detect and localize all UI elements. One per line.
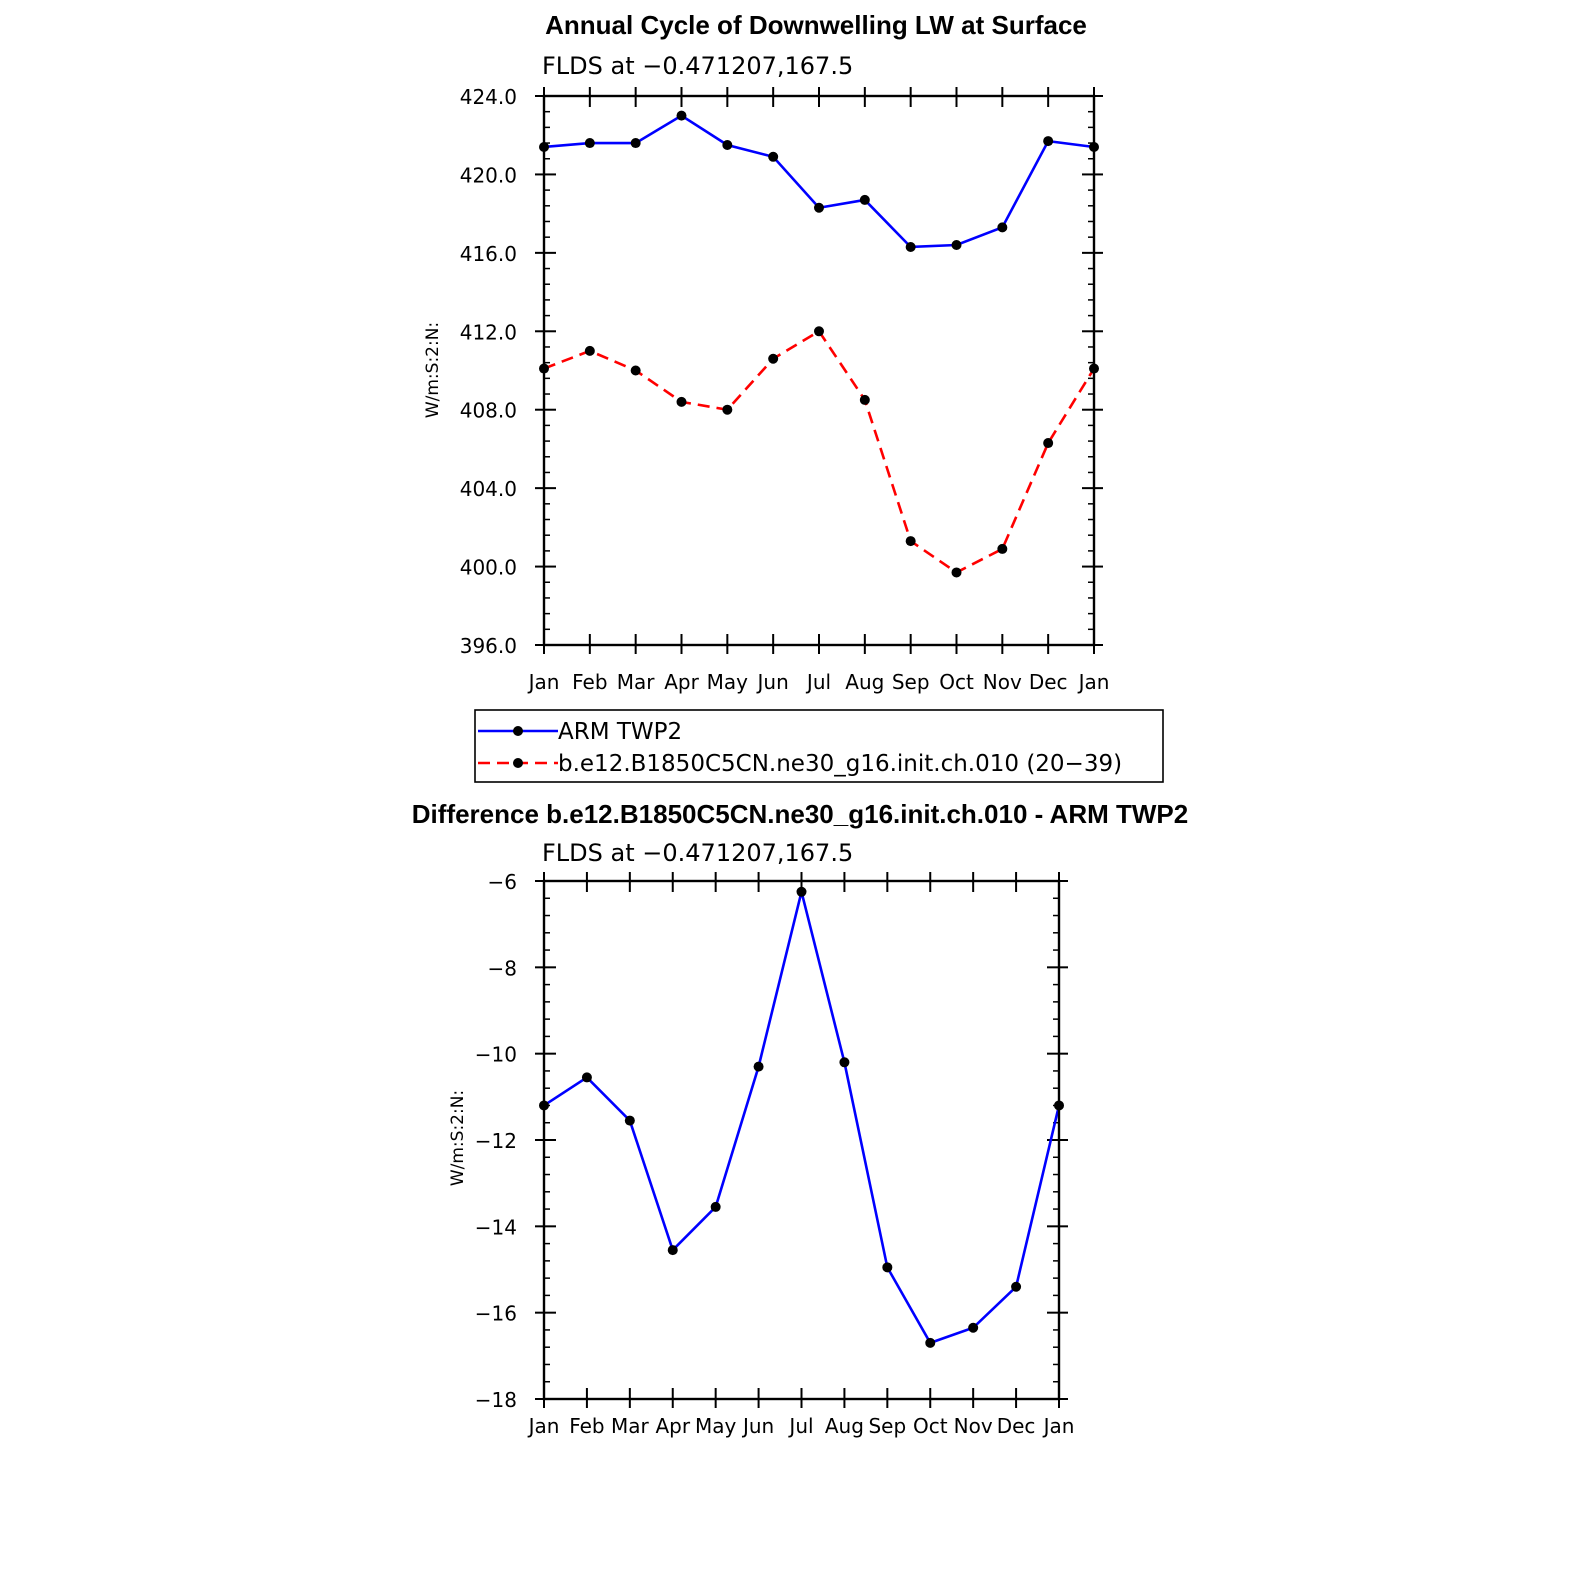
data-point xyxy=(585,346,595,356)
y-tick-label: 400.0 xyxy=(459,555,517,580)
data-point xyxy=(952,240,962,250)
x-tick-labels xyxy=(527,1414,1075,1438)
x-tick-label: Apr xyxy=(664,670,699,694)
legend xyxy=(475,710,1163,782)
x-tick-label: May xyxy=(694,1414,737,1438)
data-point xyxy=(952,567,962,577)
data-point xyxy=(768,152,778,162)
x-tick-label: Mar xyxy=(610,1414,649,1438)
chart-title: Annual Cycle of Downwelling LW at Surface xyxy=(545,10,1087,40)
x-tick-label: Aug xyxy=(845,670,885,694)
difference-chart xyxy=(412,799,1188,1438)
data-point xyxy=(814,326,824,336)
series-layer xyxy=(539,887,1064,1348)
x-tick-label: Jul xyxy=(806,670,832,694)
x-tick-label: Nov xyxy=(982,670,1022,694)
data-point xyxy=(797,887,807,897)
data-point xyxy=(860,395,870,405)
y-axis-label: W/m:S:2:N: xyxy=(423,321,443,419)
series-line-0 xyxy=(544,116,1094,247)
x-tick-label: Dec xyxy=(1028,670,1068,694)
data-point xyxy=(585,138,595,148)
x-tick-label: Feb xyxy=(569,1414,605,1438)
x-tick-label: Jan xyxy=(528,1414,560,1438)
data-point xyxy=(997,544,1007,554)
axis-ticks xyxy=(535,87,1103,654)
data-point xyxy=(1043,438,1053,448)
x-tick-label: May xyxy=(706,670,749,694)
legend-marker-obs xyxy=(513,726,523,736)
data-point xyxy=(631,366,641,376)
x-tick-label: Aug xyxy=(824,1414,864,1438)
x-tick-label: Jul xyxy=(789,1414,814,1438)
data-point xyxy=(631,138,641,148)
y-tick-label: −6 xyxy=(487,870,517,894)
x-tick-label: Jan xyxy=(1043,1414,1075,1438)
data-point xyxy=(814,203,824,213)
x-tick-label: Oct xyxy=(939,670,974,694)
x-tick-label: Jun xyxy=(742,1414,775,1438)
legend-label-obs: ARM TWP2 xyxy=(558,719,683,745)
y-axis-label: W/m:S:2:N: xyxy=(448,1089,468,1187)
y-tick-label: 412.0 xyxy=(459,320,517,345)
data-point xyxy=(711,1202,721,1212)
chart-subtitle: FLDS at −0.471207,167.5 xyxy=(542,839,854,867)
data-point xyxy=(839,1057,849,1067)
data-point xyxy=(1011,1282,1021,1292)
x-tick-label: Sep xyxy=(868,1414,907,1438)
y-tick-label: −18 xyxy=(474,1388,517,1412)
data-point xyxy=(625,1116,635,1126)
x-tick-label: Dec xyxy=(996,1414,1036,1438)
y-tick-label: 420.0 xyxy=(459,163,517,188)
chart-subtitle: FLDS at −0.471207,167.5 xyxy=(542,52,854,80)
y-tick-label: 404.0 xyxy=(459,477,517,502)
y-tick-label: −16 xyxy=(474,1301,517,1326)
data-point xyxy=(722,140,732,150)
plot-frame xyxy=(544,96,1094,645)
x-tick-labels xyxy=(527,670,1110,694)
x-tick-label: Mar xyxy=(616,670,655,694)
x-tick-label: Jun xyxy=(757,670,789,694)
y-tick-label: −12 xyxy=(474,1129,517,1153)
axis-ticks xyxy=(535,872,1068,1408)
y-tick-labels xyxy=(475,870,517,1412)
data-point xyxy=(668,1245,678,1255)
legend-label-model: b.e12.B1850C5CN.ne30_g16.init.ch.010 (20−39) xyxy=(558,751,1123,777)
y-tick-label: 396.0 xyxy=(459,634,517,658)
y-tick-label: −8 xyxy=(487,956,517,981)
y-tick-label: 424.0 xyxy=(459,85,517,109)
data-point xyxy=(1043,136,1053,146)
data-point xyxy=(677,111,687,121)
chart-title: Difference b.e12.B1850C5CN.ne30_g16.init.ch.010 - ARM TWP2 xyxy=(411,799,1189,829)
data-point xyxy=(997,222,1007,232)
data-point xyxy=(722,405,732,415)
data-point xyxy=(882,1262,892,1272)
data-point xyxy=(906,536,916,546)
series-layer xyxy=(539,111,1099,578)
y-tick-label: −14 xyxy=(474,1215,517,1240)
series-line-1 xyxy=(544,331,1094,572)
x-tick-label: Nov xyxy=(953,1414,993,1438)
data-point xyxy=(968,1323,978,1333)
data-point xyxy=(925,1338,935,1348)
x-tick-label: Jan xyxy=(528,670,560,694)
data-point xyxy=(906,242,916,252)
x-tick-label: Jan xyxy=(1078,670,1110,694)
x-tick-label: Apr xyxy=(655,1414,691,1438)
x-tick-label: Oct xyxy=(912,1414,948,1438)
x-tick-label: Sep xyxy=(891,670,930,694)
legend-entry-model xyxy=(478,751,1122,777)
data-point xyxy=(582,1072,592,1082)
data-point xyxy=(754,1062,764,1072)
series-line-0 xyxy=(544,892,1059,1343)
data-point xyxy=(768,354,778,364)
data-point xyxy=(677,397,687,407)
y-tick-labels xyxy=(460,85,517,658)
data-point xyxy=(860,195,870,205)
y-tick-label: 416.0 xyxy=(459,241,517,266)
y-tick-label: −10 xyxy=(474,1042,517,1067)
y-tick-label: 408.0 xyxy=(459,398,517,423)
legend-marker-model xyxy=(513,758,523,768)
annual-cycle-chart xyxy=(423,10,1109,694)
x-tick-label: Feb xyxy=(572,670,608,694)
